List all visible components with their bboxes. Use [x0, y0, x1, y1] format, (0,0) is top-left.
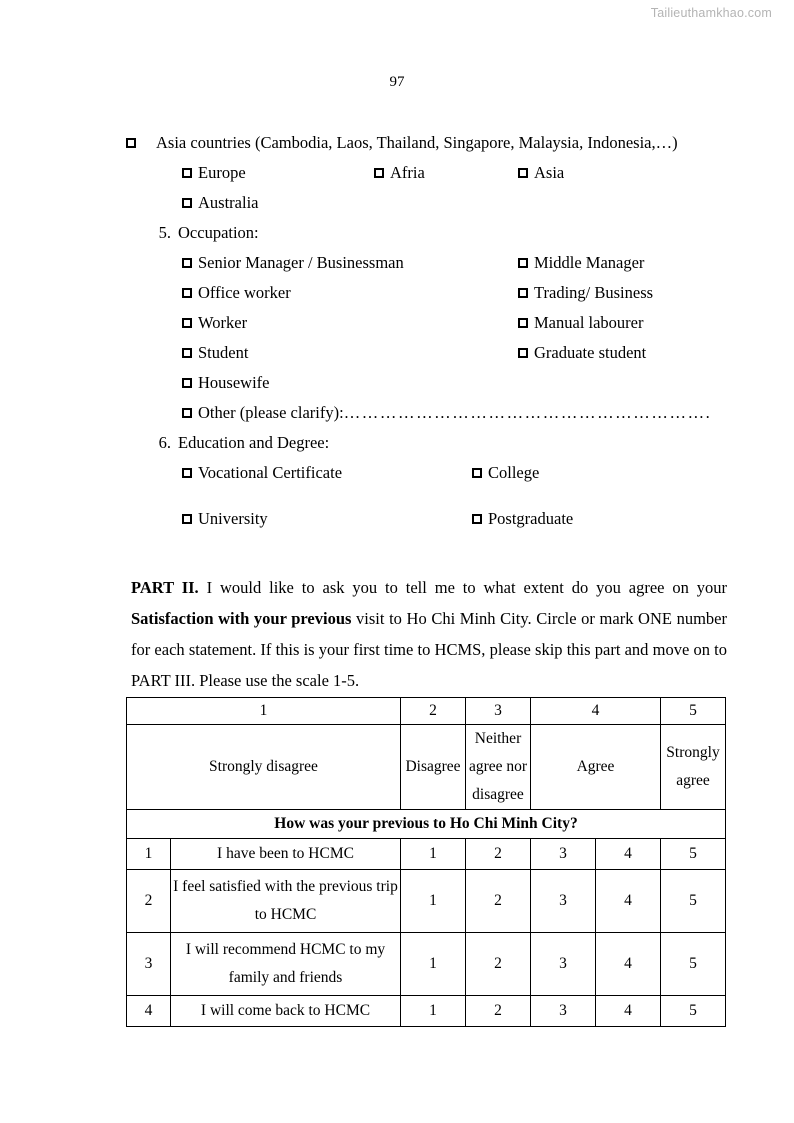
rating-option-4[interactable]: 4	[596, 996, 661, 1027]
occupation-row-3	[126, 308, 726, 338]
row-index: 2	[127, 870, 171, 933]
rating-option-1[interactable]: 1	[401, 933, 466, 996]
option-label: Manual labourer	[534, 313, 644, 332]
scale-label-cell: Neither agree nor disagree	[466, 725, 531, 810]
occupation-row-other	[126, 398, 726, 428]
checkbox-icon[interactable]	[182, 468, 192, 478]
checkbox-icon[interactable]	[182, 258, 192, 268]
rating-option-3[interactable]: 3	[531, 996, 596, 1027]
checkbox-icon[interactable]	[374, 168, 384, 178]
row-statement: I have been to HCMC	[171, 839, 401, 870]
option-worker[interactable]	[182, 308, 247, 338]
scale-label-cell: Disagree	[401, 725, 466, 810]
option-europe[interactable]	[182, 158, 246, 188]
option-label: Other (please clarify):	[198, 403, 344, 422]
row-statement: I will come back to HCMC	[171, 996, 401, 1027]
option-trading-business[interactable]	[518, 278, 653, 308]
option-australia[interactable]	[182, 188, 258, 218]
option-manual-labourer[interactable]	[518, 308, 644, 338]
scale-label-cell: Strongly agree	[661, 725, 726, 810]
scale-number-cell: 1	[127, 698, 401, 725]
checkbox-icon[interactable]	[182, 168, 192, 178]
education-row-1	[126, 458, 726, 504]
question-number: 6.	[158, 433, 171, 452]
checkbox-icon[interactable]	[126, 138, 136, 148]
rating-option-1[interactable]: 1	[401, 996, 466, 1027]
question-number: 5.	[158, 223, 171, 242]
option-middle-manager[interactable]	[518, 248, 644, 278]
option-label: Postgraduate	[488, 509, 574, 528]
section-header: How was your previous to Ho Chi Minh City?	[127, 810, 726, 839]
question-5	[126, 218, 726, 248]
occupation-row-2	[126, 278, 726, 308]
option-university[interactable]	[182, 504, 268, 534]
option-label: University	[198, 509, 268, 528]
rating-option-4[interactable]: 4	[596, 933, 661, 996]
other-fill-in-field[interactable]: …………………………………………………….	[343, 403, 712, 422]
option-student[interactable]	[182, 338, 248, 368]
table-row	[127, 839, 726, 870]
rating-option-2[interactable]: 2	[466, 839, 531, 870]
question-title: Occupation:	[178, 223, 259, 242]
option-senior-manager[interactable]	[182, 248, 404, 278]
scale-number-cell: 3	[466, 698, 531, 725]
occupation-row-1	[126, 248, 726, 278]
checkbox-icon[interactable]	[182, 408, 192, 418]
checkbox-icon[interactable]	[182, 378, 192, 388]
rating-option-5[interactable]: 5	[661, 996, 726, 1027]
option-label: Graduate student	[534, 343, 647, 362]
option-label: Europe	[198, 163, 246, 182]
watermark: Tailieuthamkhao.com	[650, 6, 772, 20]
rating-option-4[interactable]: 4	[596, 839, 661, 870]
rating-option-2[interactable]: 2	[466, 870, 531, 933]
option-label: Trading/ Business	[534, 283, 654, 302]
checkbox-icon[interactable]	[182, 288, 192, 298]
region-options-row-2	[126, 188, 726, 218]
option-label: Office worker	[198, 283, 291, 302]
option-label: Vocational Certificate	[198, 463, 343, 482]
option-asia-countries[interactable]	[126, 128, 780, 158]
education-row-2	[126, 504, 726, 534]
checkbox-icon[interactable]	[518, 348, 528, 358]
checkbox-icon[interactable]	[472, 468, 482, 478]
rating-option-3[interactable]: 3	[531, 933, 596, 996]
row-statement: I will recommend HCMC to my family and friends	[171, 933, 401, 996]
scale-number-cell: 4	[531, 698, 661, 725]
option-housewife[interactable]	[182, 368, 269, 398]
rating-option-4[interactable]: 4	[596, 870, 661, 933]
checkbox-icon[interactable]	[182, 198, 192, 208]
option-asia[interactable]	[518, 158, 564, 188]
rating-option-2[interactable]: 2	[466, 996, 531, 1027]
part-2-text-1: I would like to ask you to tell me to what extent do you agree on your	[198, 578, 727, 597]
part-2-label: PART II.	[131, 578, 199, 597]
part-2-intro	[131, 572, 727, 696]
option-label: Asia	[534, 163, 565, 182]
checkbox-icon[interactable]	[518, 168, 528, 178]
checkbox-icon[interactable]	[182, 514, 192, 524]
option-label: Housewife	[198, 373, 270, 392]
option-label: Student	[198, 343, 249, 362]
scale-number-row	[127, 698, 726, 725]
checkbox-icon[interactable]	[182, 318, 192, 328]
option-label: Asia countries (Cambodia, Laos, Thailand, Singapore, Malaysia, Indonesia,…)	[156, 133, 678, 152]
rating-option-3[interactable]: 3	[531, 839, 596, 870]
option-postgraduate[interactable]	[472, 504, 573, 534]
option-label: Middle Manager	[534, 253, 645, 272]
row-index: 1	[127, 839, 171, 870]
rating-option-5[interactable]: 5	[661, 870, 726, 933]
rating-option-5[interactable]: 5	[661, 933, 726, 996]
option-label: Worker	[198, 313, 248, 332]
option-office-worker[interactable]	[182, 278, 291, 308]
scale-label-cell: Agree	[531, 725, 661, 810]
scale-number-cell: 2	[401, 698, 466, 725]
checkbox-icon[interactable]	[518, 318, 528, 328]
option-college[interactable]	[472, 458, 539, 488]
question-6	[126, 428, 726, 458]
checkbox-icon[interactable]	[182, 348, 192, 358]
table-row	[127, 870, 726, 933]
row-index: 3	[127, 933, 171, 996]
scale-number-cell: 5	[661, 698, 726, 725]
checkbox-icon[interactable]	[518, 258, 528, 268]
occupation-row-5	[126, 368, 726, 398]
option-label: Australia	[198, 193, 259, 212]
rating-option-2[interactable]: 2	[466, 933, 531, 996]
checkbox-icon[interactable]	[472, 514, 482, 524]
satisfaction-table	[126, 697, 726, 1027]
scale-label-row	[127, 725, 726, 810]
option-afria[interactable]	[374, 158, 425, 188]
rating-option-5[interactable]: 5	[661, 839, 726, 870]
option-label: Afria	[390, 163, 425, 182]
part-2-emphasis: Satisfaction with your previous	[131, 609, 352, 628]
scale-label-cell: Strongly disagree	[127, 725, 401, 810]
rating-option-3[interactable]: 3	[531, 870, 596, 933]
table-row	[127, 933, 726, 996]
rating-option-1[interactable]: 1	[401, 870, 466, 933]
section-header-row	[127, 810, 726, 839]
checkbox-icon[interactable]	[518, 288, 528, 298]
option-graduate-student[interactable]	[518, 338, 646, 368]
question-title: Education and Degree:	[178, 433, 330, 452]
option-label: Senior Manager / Businessman	[198, 253, 404, 272]
option-vocational-certificate[interactable]	[182, 458, 342, 488]
row-index: 4	[127, 996, 171, 1027]
occupation-row-4	[126, 338, 726, 368]
option-label: College	[488, 463, 540, 482]
page-number: 97	[389, 74, 405, 90]
region-options-row-1	[126, 158, 726, 188]
row-statement: I feel satisfied with the previous trip to HCMC	[171, 870, 401, 933]
table-row	[127, 996, 726, 1027]
rating-option-1[interactable]: 1	[401, 839, 466, 870]
option-other[interactable]	[182, 398, 711, 428]
part-2-text-2: visit to Ho Chi Minh City. Circle or mark ONE number for each statement. If this is your first time to HCMS, please skip this part and move on to PART III. Please use the scale 1-5.	[131, 609, 727, 690]
questionnaire-body	[126, 128, 726, 534]
